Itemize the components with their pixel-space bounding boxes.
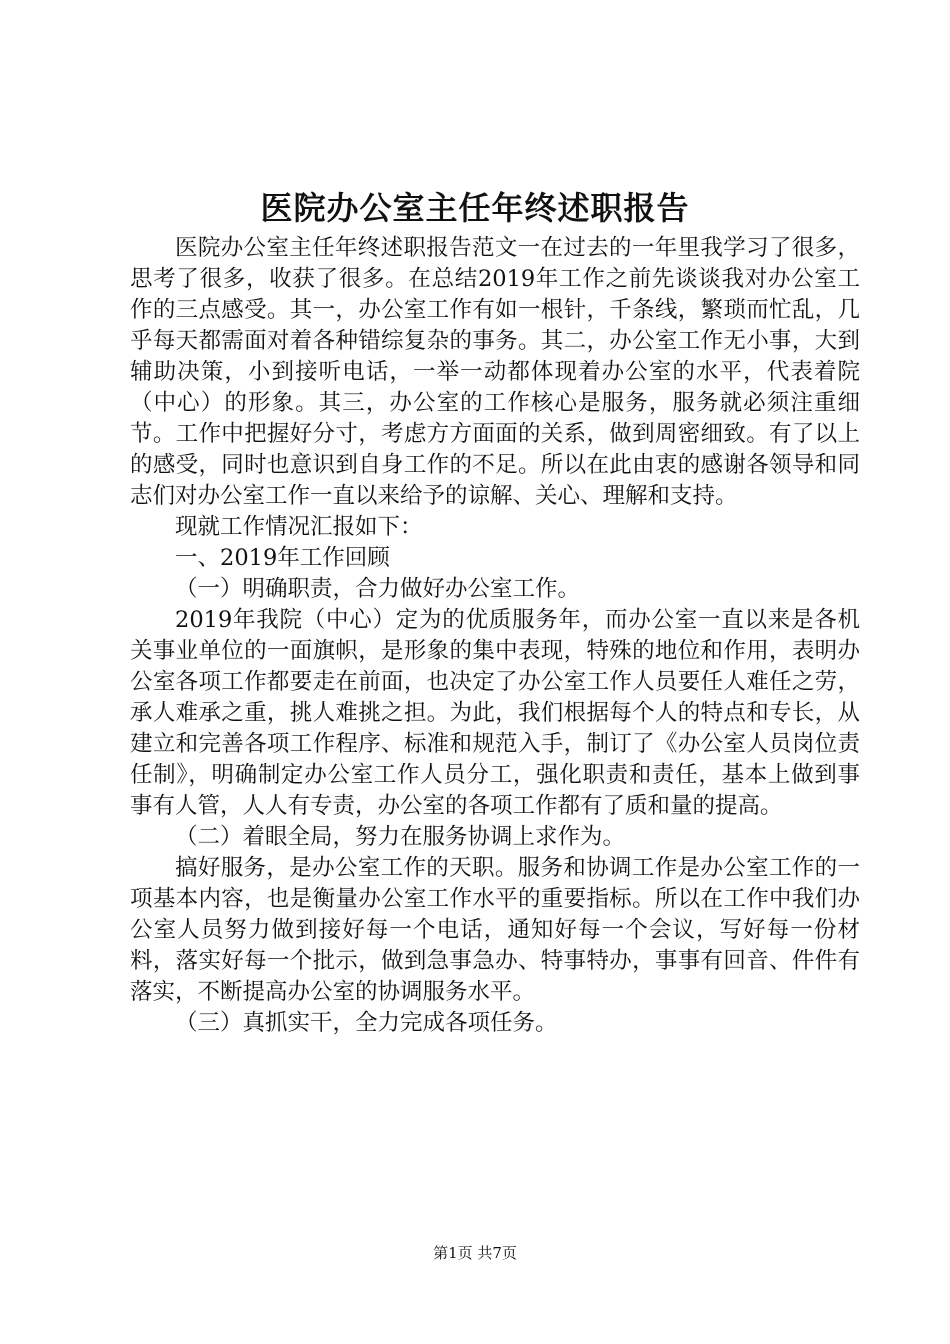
- subsection-heading-3: （三）真抓实干，全力完成各项任务。: [175, 1010, 558, 1036]
- document-title: 医院办公室主任年终述职报告: [260, 189, 690, 227]
- paragraph-duties: 2019年我院（中心）定为的优质服务年，而办公室一直以来是各机关事业单位的一面旗帜，是形象的集中表现，特殊的地位和作用，表明办公室各项工作都要走在前面，也决定了办公室工作人员要任人难任之劳，承人难承之重，挑人难挑之担。为此，我们根据每个人的特点和专长，从建立和完善各项工作程序、标准和规范入手，制订了《办公室人员岗位责任制》，明确制定办公室工作人员分工，强化职责和责任，基本上做到事事有人管，人人有专责，办公室的各项工作都有了质和量的提高。: [130, 607, 860, 819]
- page-number-footer: 第1页 共7页: [433, 1244, 517, 1262]
- subsection-heading-2: （二）着眼全局，努力在服务协调上求作为。: [175, 824, 626, 850]
- paragraph-service: 搞好服务，是办公室工作的天职。服务和协调工作是办公室工作的一项基本内容，也是衡量办公室工作水平的重要指标。所以在工作中我们办公室人员努力做到接好每一个电话，通知好每一个会议，写好每一份材料，落实好每一个批示，做到急事急办、特事特办，事事有回音、件件有落实，不断提高办公室的协调服务水平。: [130, 855, 860, 1005]
- document-body: [130, 233, 860, 1039]
- section-heading-review: 一、2019年工作回顾: [175, 545, 390, 571]
- subsection-heading-1: （一）明确职责，合力做好办公室工作。: [175, 576, 581, 602]
- paragraph-report-intro: 现就工作情况汇报如下：: [175, 514, 423, 540]
- paragraph-intro: 医院办公室主任年终述职报告范文一在过去的一年里我学习了很多，思考了很多，收获了很多。在总结2019年工作之前先谈谈我对办公室工作的三点感受。其一，办公室工作有如一根针，千条线，繁琐而忙乱，几乎每天都需面对着各种错综复杂的事务。其二，办公室工作无小事，大到辅助决策，小到接听电话，一举一动都体现着办公室的水平，代表着院（中心）的形象。其三，办公室的工作核心是服务，服务就必须注重细节。工作中把握好分寸，考虑方方面面的关系，做到周密细致。有了以上的感受，同时也意识到自身工作的不足。所以在此由衷的感谢各领导和同志们对办公室工作一直以来给予的谅解、关心、理解和支持。: [130, 235, 860, 509]
